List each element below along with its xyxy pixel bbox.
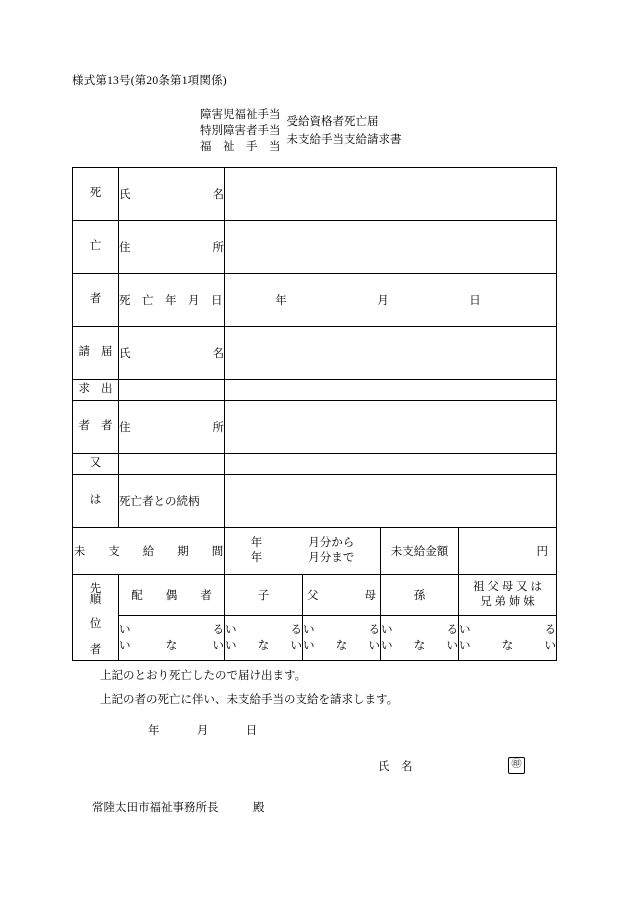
deceased-address-field[interactable] — [225, 221, 557, 274]
relationship-label: 死亡者との続柄 — [119, 475, 225, 528]
claimant-name-spacer — [119, 380, 225, 401]
death-date-field[interactable] — [225, 274, 557, 327]
priority-vlabel-2: 位 者 — [73, 616, 119, 661]
unpaid-period-label: 未 支 給 期 間 — [73, 528, 225, 575]
main-form-table — [72, 167, 557, 661]
title-left-column — [200, 107, 281, 155]
submission-date-year: 年 — [148, 725, 160, 737]
priority-answer-others[interactable]: い る い な い — [459, 616, 557, 661]
table-row — [73, 168, 557, 221]
priority-col-head-parents: 父 母 — [303, 575, 381, 616]
priority-answer-parents[interactable]: い る い な い — [303, 616, 381, 661]
priority-col-head-others: 祖 父 母 又 は 兄 弟 姉 妹 — [459, 575, 557, 616]
claimant-vlabel-4: 又 — [73, 454, 119, 475]
unpaid-amount-label: 未支給金額 — [381, 528, 459, 575]
deceased-vlabel-3: 者 — [73, 274, 119, 327]
title-right-column — [287, 114, 402, 148]
form-number: 様式第13号(第20条第1項関係) — [72, 75, 227, 87]
claimant-name-field[interactable] — [225, 327, 557, 380]
title-right-line-1: 受給資格者死亡届 — [286, 116, 379, 128]
priority-answer-spouse[interactable]: い る い な い — [119, 616, 225, 661]
unpaid-period-field[interactable] — [225, 528, 381, 575]
relationship-field[interactable] — [225, 475, 557, 528]
table-row — [73, 575, 557, 616]
claimant-address-spacer — [119, 454, 225, 475]
table-row — [73, 475, 557, 528]
deceased-address-label: 住 所 — [119, 221, 225, 274]
title-block — [200, 107, 402, 155]
priority-answer-child[interactable]: い る い な い — [225, 616, 303, 661]
priority-vlabel-1: 先 順 — [73, 575, 119, 616]
table-row — [73, 327, 557, 380]
statement-line-1: 上記のとおり死亡したので届け出ます。 — [100, 670, 307, 682]
table-row — [73, 380, 557, 401]
claimant-name-field-spacer[interactable] — [225, 380, 557, 401]
submission-date-day: 日 — [245, 725, 258, 737]
unpaid-period-line-1: 年 月分から — [250, 537, 355, 549]
unpaid-amount-unit: 円 — [536, 546, 548, 558]
signature-label: 氏 名 — [378, 761, 413, 773]
title-left-line-3: 福 祉 手 当 — [200, 141, 281, 153]
death-date-year: 年 — [275, 295, 287, 307]
death-date-month: 月 — [377, 295, 389, 307]
title-left-line-2: 特別障害者手当 — [200, 125, 281, 137]
submission-date-month: 月 — [196, 725, 209, 737]
submission-date-field[interactable] — [148, 722, 286, 738]
death-date-label: 死 亡 年 月 日 — [119, 274, 225, 327]
priority-col-head-grandchild: 孫 — [381, 575, 459, 616]
addressee-line: 常陸太田市福祉事務所長 殿 — [92, 802, 265, 814]
table-row — [73, 401, 557, 454]
priority-col-head-spouse: 配 偶 者 — [119, 575, 225, 616]
table-row — [73, 274, 557, 327]
table-row — [73, 221, 557, 274]
deceased-name-field[interactable] — [225, 168, 557, 221]
claimant-address-label: 住 所 — [119, 401, 225, 454]
claimant-name-label: 氏 名 — [119, 327, 225, 380]
deceased-name-label: 氏 名 — [119, 168, 225, 221]
title-right-line-2: 未支給手当支給請求書 — [286, 134, 402, 146]
deceased-vlabel-1: 死 — [73, 168, 119, 221]
table-row — [73, 616, 557, 661]
claimant-address-field-spacer[interactable] — [225, 454, 557, 475]
seal-icon: ㊞ — [508, 757, 525, 774]
claimant-vlabel-2: 求 出 — [73, 380, 119, 401]
claimant-address-field[interactable] — [225, 401, 557, 454]
title-left-line-1: 障害児福祉手当 — [200, 109, 281, 121]
death-date-day: 日 — [469, 295, 481, 307]
priority-col-head-child: 子 — [225, 575, 303, 616]
deceased-vlabel-2: 亡 — [73, 221, 119, 274]
unpaid-period-line-2: 年 月分まで — [250, 552, 355, 564]
claimant-vlabel-3: 者 者 — [73, 401, 119, 454]
table-row — [73, 454, 557, 475]
statement-line-2: 上記の者の死亡に伴い、未支給手当の支給を請求します。 — [100, 694, 399, 706]
priority-answer-grandchild[interactable]: い る い な い — [381, 616, 459, 661]
table-row — [73, 528, 557, 575]
claimant-vlabel-1: 請 届 — [73, 327, 119, 380]
claimant-vlabel-5: は — [73, 475, 119, 528]
unpaid-amount-field[interactable] — [459, 528, 557, 575]
